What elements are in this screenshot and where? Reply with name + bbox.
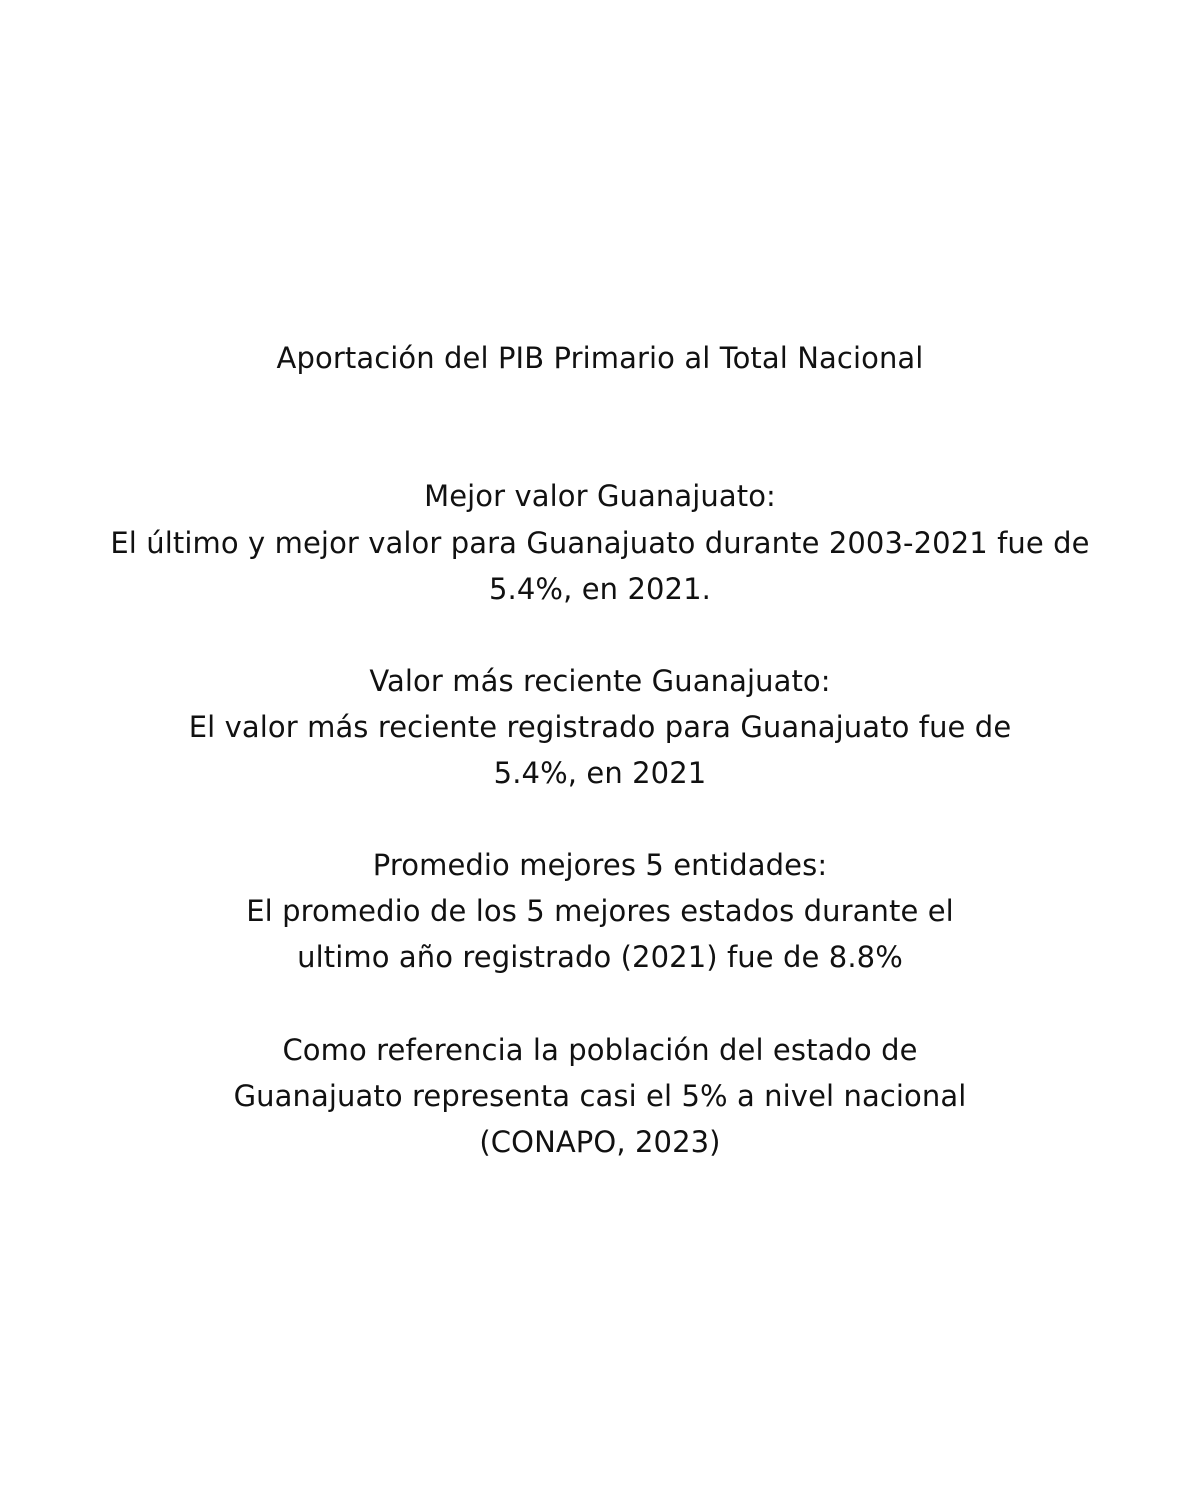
section-text-line: El último y mejor valor para Guanajuato durante 2003-2021 fue de (110, 526, 1090, 560)
section-text-line: ultimo año registrado (2021) fue de 8.8% (297, 940, 903, 974)
section-heading: Valor más reciente Guanajuato: (369, 664, 831, 698)
section-text-line: (CONAPO, 2023) (479, 1125, 721, 1159)
section-text-line: El valor más reciente registrado para Guanajuato fue de (188, 710, 1012, 744)
section-text-line: Guanajuato representa casi el 5% a nivel nacional (233, 1079, 967, 1113)
section-text-line: El promedio de los 5 mejores estados durante el (246, 894, 954, 928)
section-text-line: 5.4%, en 2021 (493, 756, 707, 790)
section-text-line: 5.4%, en 2021. (489, 572, 711, 606)
section-heading: Mejor valor Guanajuato: (424, 479, 776, 513)
section-heading: Promedio mejores 5 entidades: (372, 848, 828, 882)
section-text-line: Como referencia la población del estado de (282, 1033, 918, 1067)
page-title: Aportación del PIB Primario al Total Nacional (276, 341, 924, 375)
